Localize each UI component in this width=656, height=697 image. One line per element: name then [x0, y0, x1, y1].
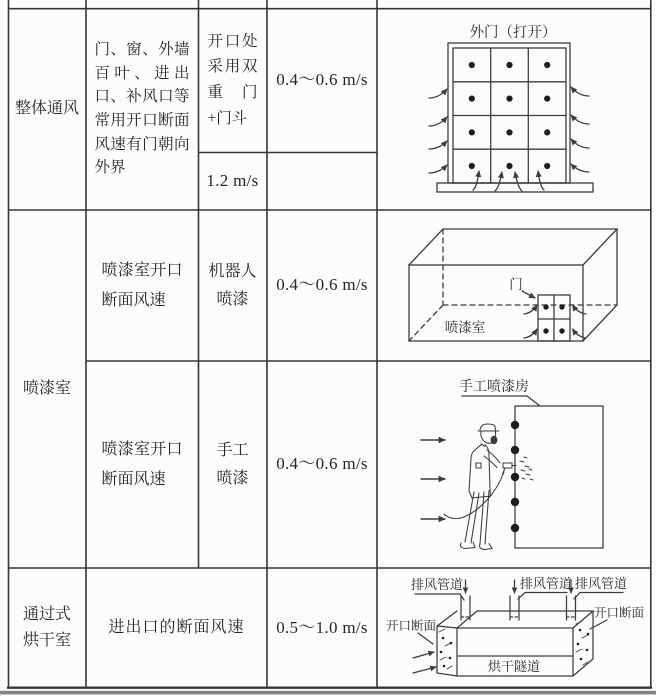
cell-category-spray-room [8, 210, 86, 568]
method-text: 开口处采用双重门+门斗 [207, 32, 258, 127]
cell-speed-manual-spray [267, 361, 377, 568]
cell-method-robot-spray [198, 210, 267, 361]
description-text: 喷漆室开口断面风速 [101, 440, 183, 488]
category-label: 通过式烘干室 [22, 605, 71, 649]
cell-method-manual-spray [198, 361, 267, 568]
exhaust-duct-label: 排风管道 [519, 576, 573, 591]
exhaust-duct-label: 排风管道 [574, 576, 628, 591]
diagram-drying-tunnel [386, 576, 644, 676]
airflow-arrows [421, 440, 445, 519]
diagram-overall-ventilation [429, 24, 593, 192]
cell-speed-overall-secondary [198, 152, 267, 210]
description-text: 门、窗、外墙百叶、进出口、补风口等常用开口断面风速有门朝向外界 [94, 41, 190, 177]
bottom-edge-band [0, 691, 656, 695]
opening-hatch-left [439, 629, 452, 669]
method-text: 手工喷漆 [216, 441, 249, 487]
description-text: 喷漆室开口断面风速 [101, 261, 183, 309]
cell-category-overall-ventilation [8, 8, 86, 210]
opening-section-label: 开口断面 [593, 606, 645, 620]
cell-description-spray-opening-robot [86, 210, 198, 361]
cell-speed-drying [267, 568, 377, 688]
spray-mist [520, 457, 533, 480]
booth-door [524, 295, 586, 341]
inlet-arrows [413, 652, 436, 673]
opening-hatch-right [576, 621, 589, 665]
category-label: 喷漆室 [22, 379, 71, 397]
diagram-manual-spray-booth [421, 378, 603, 550]
cell-speed-overall-primary [267, 8, 377, 152]
description-text: 进出口的断面风速 [108, 618, 245, 636]
cell-description-spray-opening-manual [86, 361, 198, 568]
worker-figure [444, 424, 516, 550]
speed-value: 0.4～0.6 m/s [276, 275, 368, 295]
cell-method-double-door [198, 8, 267, 152]
speed-value: 1.2 m/s [206, 170, 259, 190]
manual-booth-label: 手工喷漆房 [459, 380, 529, 395]
tunnel-label: 烘干隧道 [487, 659, 541, 674]
spray-room-label: 喷漆室 [444, 320, 486, 335]
exhaust-duct-label: 排风管道 [410, 577, 464, 592]
outer-door-label: 外门（打开） [469, 25, 557, 41]
cell-description-openings [86, 8, 198, 210]
door-label: 门 [509, 277, 523, 292]
diagram-robot-spray-room [409, 229, 617, 341]
cell-category-drying-room [8, 568, 86, 688]
speed-value: 0.4～0.6 m/s [276, 454, 368, 474]
cell-description-drying-inlet-outlet [86, 568, 267, 688]
cell-speed-robot-spray [267, 210, 377, 361]
speed-value: 0.5～1.0 m/s [276, 617, 368, 637]
opening-section-label: 开口断面 [385, 619, 437, 633]
speed-value: 0.4～0.6 m/s [276, 69, 368, 89]
category-label: 整体通风 [14, 99, 79, 117]
method-text: 机器人喷漆 [208, 262, 257, 308]
